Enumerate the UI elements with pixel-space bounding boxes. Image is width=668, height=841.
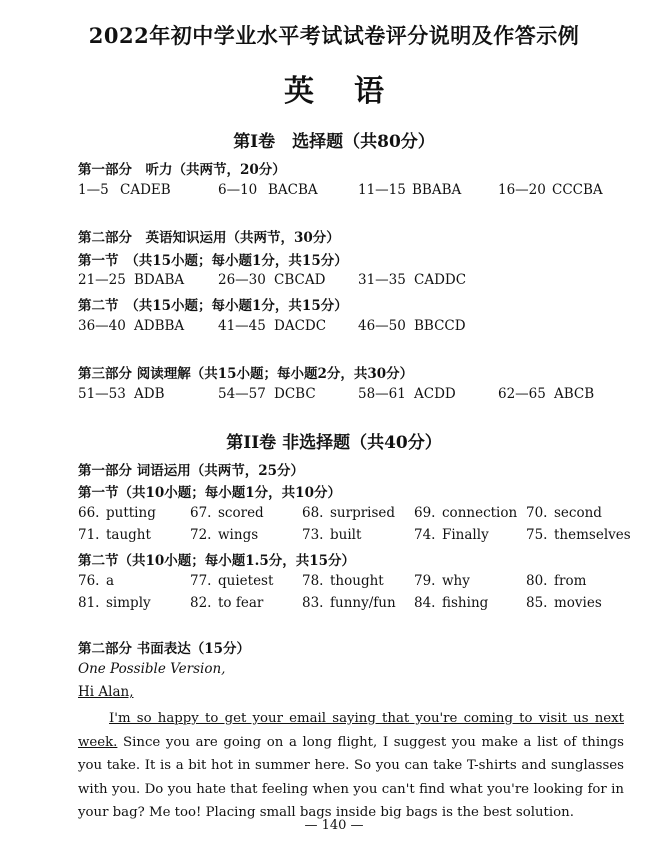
item-word: putting bbox=[106, 505, 156, 521]
item-number: 73. bbox=[302, 527, 324, 543]
item-word: simply bbox=[106, 595, 151, 611]
item-number: 84. bbox=[414, 595, 436, 611]
answer-key: ADBBA bbox=[134, 318, 185, 334]
answer-key: ADB bbox=[134, 386, 165, 402]
v1-part2-section2: 第二节 （共15小题；每小题1分，共15分） bbox=[78, 298, 348, 314]
v1-part2-section1-answers bbox=[78, 272, 638, 290]
item-word: quietest bbox=[218, 573, 274, 589]
answer-range: 11—15 bbox=[358, 182, 406, 198]
document-title: 2022年初中学业水平考试试卷评分说明及作答示例 bbox=[88, 23, 580, 48]
answer-range: 31—35 bbox=[358, 272, 406, 288]
answer-range: 41—45 bbox=[218, 318, 266, 334]
v1-part3-heading: 第三部分 阅读理解（共15小题；每小题2分，共30分） bbox=[78, 366, 414, 382]
item-word: fishing bbox=[442, 595, 489, 611]
item-word: taught bbox=[106, 527, 151, 543]
item-word: why bbox=[442, 573, 470, 589]
item-number: 81. bbox=[78, 595, 100, 611]
v1-part1-answers bbox=[78, 182, 638, 200]
item-word: to fear bbox=[218, 595, 264, 611]
v1-part3-answers bbox=[78, 386, 638, 404]
answer-key: BBCCD bbox=[414, 318, 466, 334]
subject-title: 英语 bbox=[284, 74, 424, 109]
item-number: 77. bbox=[190, 573, 212, 589]
item-number: 75. bbox=[526, 527, 548, 543]
answer-range: 51—53 bbox=[78, 386, 126, 402]
item-word: scored bbox=[218, 505, 264, 521]
answer-key: CADEB bbox=[120, 182, 171, 198]
item-number: 70. bbox=[526, 505, 548, 521]
volume2-title: 第II卷 非选择题（共40分） bbox=[226, 433, 442, 453]
fill-answer-row bbox=[78, 595, 638, 613]
v1-part2-section1: 第一节 （共15小题；每小题1分，共15分） bbox=[78, 253, 348, 269]
item-number: 72. bbox=[190, 527, 212, 543]
item-word: second bbox=[554, 505, 602, 521]
item-number: 82. bbox=[190, 595, 212, 611]
item-number: 68. bbox=[302, 505, 324, 521]
answer-range: 16—20 bbox=[498, 182, 546, 198]
answer-key: BBABA bbox=[412, 182, 462, 198]
item-word: wings bbox=[218, 527, 259, 543]
item-word: connection bbox=[442, 505, 518, 521]
v2-part1-section2: 第二节（共10小题；每小题1.5分，共15分） bbox=[78, 553, 356, 569]
answer-key: CCCBA bbox=[552, 182, 603, 198]
answer-key: DACDC bbox=[274, 318, 327, 334]
answer-range: 6—10 bbox=[218, 182, 258, 198]
item-number: 66. bbox=[78, 505, 100, 521]
item-number: 78. bbox=[302, 573, 324, 589]
item-number: 74. bbox=[414, 527, 436, 543]
v2-part1-section1: 第一节（共10小题；每小题1分，共10分） bbox=[78, 485, 341, 501]
answer-range: 36—40 bbox=[78, 318, 126, 334]
item-word: thought bbox=[330, 573, 384, 589]
item-word: surprised bbox=[330, 505, 396, 521]
item-number: 67. bbox=[190, 505, 212, 521]
letter-greeting: Hi Alan, bbox=[78, 684, 134, 700]
item-word: built bbox=[330, 527, 362, 543]
item-word: from bbox=[554, 573, 587, 589]
volume1-title: 第I卷 选择题（共80分） bbox=[233, 132, 435, 152]
item-number: 69. bbox=[414, 505, 436, 521]
answer-range: 1—5 bbox=[78, 182, 109, 198]
item-number: 80. bbox=[526, 573, 548, 589]
essay-underlined-sentence: I'm so happy to get your email saying that you're coming to visit us next week. bbox=[78, 711, 624, 750]
essay-text: Since you are going on a long flight, I suggest you make a list of things you take. It is a bit hot in summer here. So you can take T-shirts and sunglasses with you. Do you hate that feeling when you can't find what you're looking for in your bag? Me too! Placing small bags inside big bags is the best solution. bbox=[78, 734, 624, 820]
answer-range: 21—25 bbox=[78, 272, 126, 288]
answer-key: CADDC bbox=[414, 272, 467, 288]
item-word: Finally bbox=[442, 527, 489, 543]
v1-part1-heading: 第一部分 听力（共两节，20分） bbox=[78, 162, 286, 178]
item-number: 76. bbox=[78, 573, 100, 589]
v2-part2-heading: 第二部分 书面表达（15分） bbox=[78, 641, 250, 657]
item-number: 71. bbox=[78, 527, 100, 543]
item-word: funny/fun bbox=[330, 595, 396, 611]
v2-part1-heading: 第一部分 词语运用（共两节，25分） bbox=[78, 463, 304, 479]
answer-key: BACBA bbox=[268, 182, 318, 198]
fill-answer-row bbox=[78, 573, 638, 591]
v1-part2-heading: 第二部分 英语知识运用（共两节，30分） bbox=[78, 230, 340, 246]
answer-key: CBCAD bbox=[274, 272, 326, 288]
fill-answer-row bbox=[78, 527, 638, 545]
item-word: movies bbox=[554, 595, 602, 611]
answer-range: 26—30 bbox=[218, 272, 266, 288]
answer-range: 58—61 bbox=[358, 386, 406, 402]
item-number: 83. bbox=[302, 595, 324, 611]
answer-key: BDABA bbox=[134, 272, 185, 288]
version-label: One Possible Version, bbox=[78, 661, 226, 677]
answer-key: ABCB bbox=[554, 386, 595, 402]
item-word: a bbox=[106, 573, 115, 589]
essay-body bbox=[78, 707, 624, 825]
answer-key: ACDD bbox=[414, 386, 456, 402]
page-number: — 140 — bbox=[304, 818, 364, 833]
answer-range: 46—50 bbox=[358, 318, 406, 334]
fill-answer-row bbox=[78, 505, 638, 523]
answer-range: 54—57 bbox=[218, 386, 266, 402]
answer-range: 62—65 bbox=[498, 386, 546, 402]
item-number: 79. bbox=[414, 573, 436, 589]
answer-key: DCBC bbox=[274, 386, 316, 402]
item-number: 85. bbox=[526, 595, 548, 611]
v1-part2-section2-answers bbox=[78, 318, 638, 336]
item-word: themselves bbox=[554, 527, 631, 543]
